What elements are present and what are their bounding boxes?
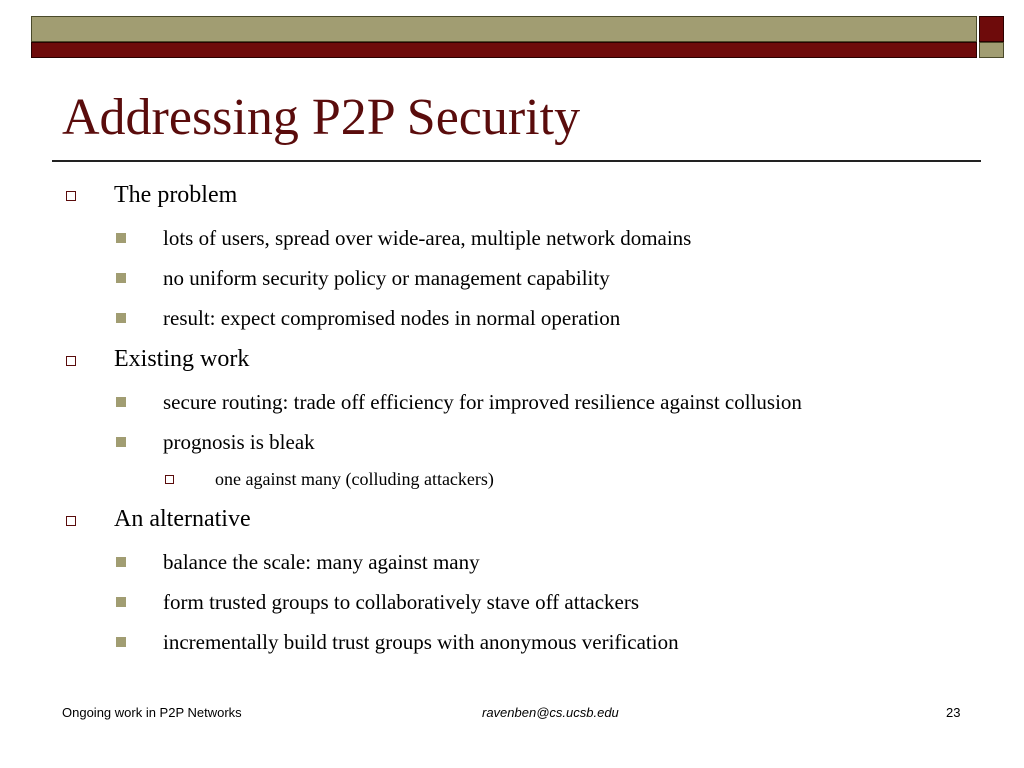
sub-bullet: secure routing: trade off efficiency for improved resilience against collusion [163, 390, 802, 414]
slide-title: Addressing P2P Security [62, 89, 581, 146]
bullet-the-problem: The problem [114, 182, 238, 208]
hollow-square-bullet-icon [66, 356, 76, 366]
hollow-square-bullet-icon [66, 516, 76, 526]
corner-square-maroon [979, 16, 1004, 42]
filled-square-bullet-icon [116, 273, 126, 283]
filled-square-bullet-icon [116, 557, 126, 567]
filled-square-bullet-icon [116, 397, 126, 407]
sub-bullet: lots of users, spread over wide-area, multiple network domains [163, 226, 692, 250]
hollow-square-bullet-icon [66, 191, 76, 201]
filled-square-bullet-icon [116, 597, 126, 607]
sub-bullet: form trusted groups to collaboratively stave off attackers [163, 590, 640, 614]
slide-number: 23 [946, 705, 961, 720]
filled-square-bullet-icon [116, 437, 126, 447]
header-band-maroon [31, 42, 977, 58]
sub-sub-bullet: one against many (colluding attackers) [215, 469, 494, 489]
filled-square-bullet-icon [116, 637, 126, 647]
bullet-existing-work: Existing work [114, 346, 250, 372]
corner-square-olive [979, 42, 1004, 58]
sub-bullet: incrementally build trust groups with anonymous verification [163, 630, 679, 654]
bullet-an-alternative: An alternative [114, 506, 251, 532]
title-divider [52, 160, 981, 162]
small-hollow-square-bullet-icon [165, 475, 174, 484]
sub-bullet: no uniform security policy or management capability [163, 266, 610, 290]
footer-left-text: Ongoing work in P2P Networks [62, 705, 242, 720]
filled-square-bullet-icon [116, 233, 126, 243]
footer-email: ravenben@cs.ucsb.edu [482, 705, 619, 720]
sub-bullet: balance the scale: many against many [163, 550, 480, 574]
header-band-olive [31, 16, 977, 42]
filled-square-bullet-icon [116, 313, 126, 323]
sub-bullet: result: expect compromised nodes in normal operation [163, 306, 621, 330]
sub-bullet: prognosis is bleak [163, 430, 315, 454]
